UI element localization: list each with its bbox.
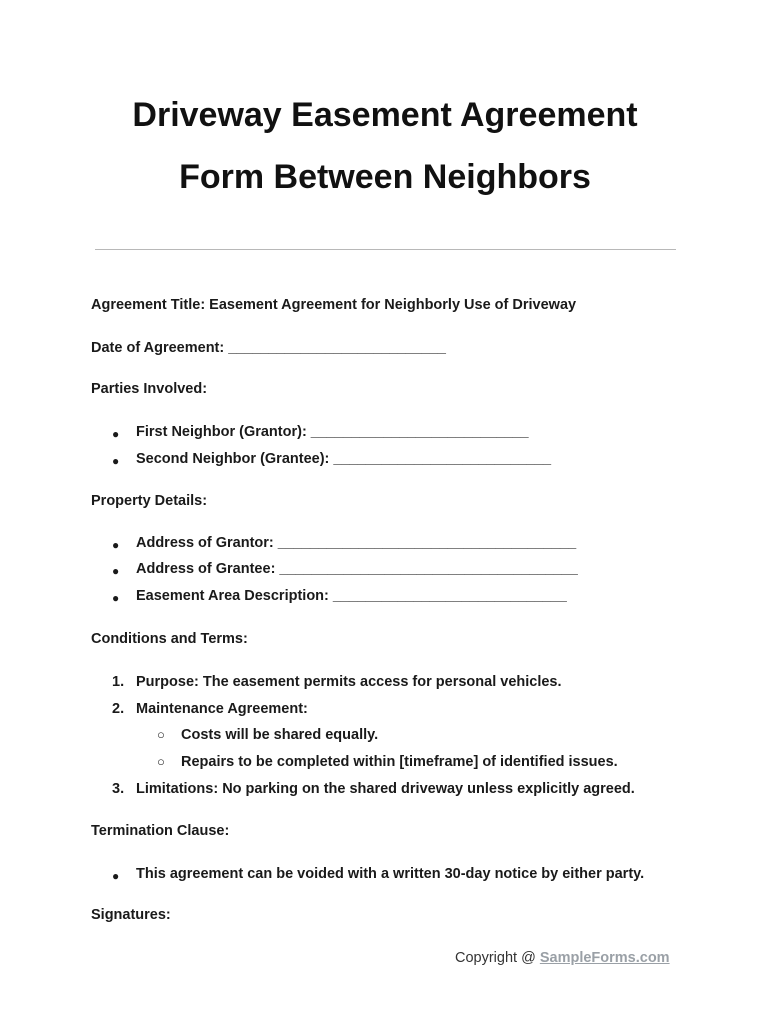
title-divider: [95, 249, 676, 250]
easement-area-field: Easement Area Description: _____________________________: [136, 588, 567, 604]
condition-purpose: Purpose: The easement permits access for personal vehicles.: [136, 674, 562, 690]
document-title-line-2: Form Between Neighbors: [179, 158, 591, 196]
bullet-icon: ●: [112, 454, 120, 468]
maintenance-costs: Costs will be shared equally.: [181, 727, 379, 743]
bullet-icon: ●: [112, 427, 120, 441]
copyright-footer: [455, 950, 670, 966]
bullet-icon: ●: [112, 564, 120, 578]
grantor-address-field: Address of Grantor: _____________________________________: [136, 535, 577, 551]
bullet-icon: ●: [112, 538, 120, 552]
bullet-icon: ●: [112, 869, 120, 883]
condition-maintenance: Maintenance Agreement:: [136, 701, 308, 717]
bullet-icon: ●: [112, 591, 120, 605]
maintenance-repairs: Repairs to be completed within [timeframe] of identified issues.: [181, 754, 618, 770]
list-number: 3.: [112, 781, 125, 797]
grantor-field: First Neighbor (Grantor): ___________________________: [136, 424, 529, 440]
copyright-text: Copyright @: [455, 950, 540, 966]
date-of-agreement-field: Date of Agreement: ___________________________: [91, 340, 446, 356]
termination-notice: This agreement can be voided with a written 30-day notice by either party.: [136, 866, 645, 882]
sampleforms-link[interactable]: SampleForms.com: [539, 950, 670, 966]
condition-limitations: Limitations: No parking on the shared driveway unless explicitly agreed.: [136, 781, 635, 797]
grantee-address-field: Address of Grantee: _____________________________________: [136, 561, 578, 577]
signatures-heading: Signatures:: [91, 907, 171, 923]
circle-bullet-icon: ○: [157, 754, 165, 769]
termination-heading: Termination Clause:: [91, 823, 230, 839]
list-number: 2.: [112, 701, 125, 717]
list-number: 1.: [112, 674, 125, 690]
circle-bullet-icon: ○: [157, 727, 165, 742]
parties-heading: Parties Involved:: [91, 381, 208, 397]
agreement-title-field: Agreement Title: Easement Agreement for Neighborly Use of Driveway: [91, 297, 577, 313]
document-title-line-1: Driveway Easement Agreement: [132, 96, 638, 134]
conditions-heading: Conditions and Terms:: [91, 631, 248, 647]
property-heading: Property Details:: [91, 493, 208, 509]
grantee-field: Second Neighbor (Grantee): ___________________________: [136, 451, 552, 467]
